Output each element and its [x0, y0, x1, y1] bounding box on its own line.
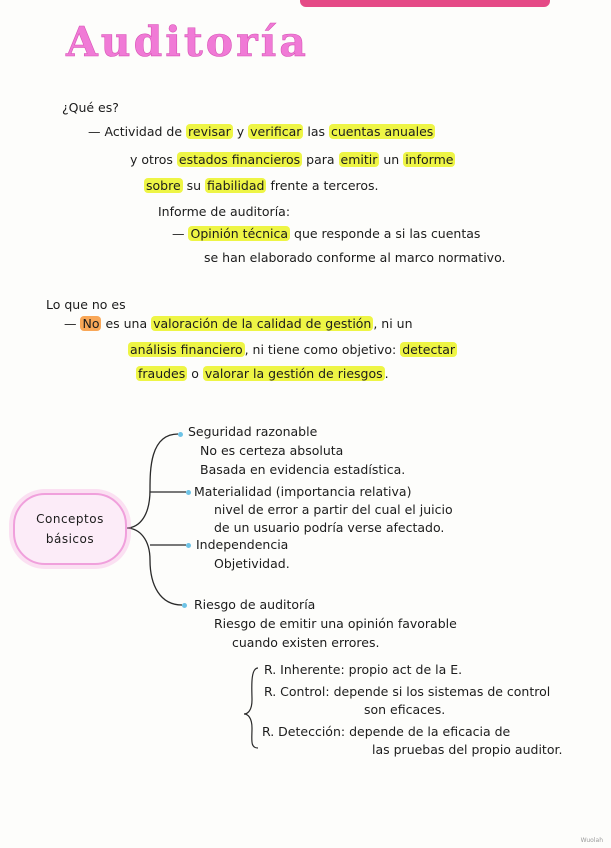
text: , ni un	[373, 316, 413, 331]
concept-2-title: Materialidad (importancia relativa)	[194, 484, 412, 499]
risk-control-line-2: son eficaces.	[364, 702, 446, 717]
highlight-orange: No	[82, 316, 100, 331]
risk-label: R. Inherente	[264, 662, 341, 677]
risk-label: R. Control:	[264, 684, 330, 699]
highlight: análisis financiero	[130, 342, 243, 357]
concept-1-title: Seguridad razonable	[188, 424, 318, 439]
bullet-dot	[186, 543, 191, 548]
dash-glyph: —	[88, 124, 105, 139]
risk-text: : propio act de la E.	[340, 662, 463, 677]
risk-brace	[244, 668, 258, 748]
bullet-dot	[178, 432, 183, 437]
text: .	[384, 366, 389, 381]
risk-inherente	[264, 662, 462, 678]
question-heading: ¿Qué es?	[62, 100, 119, 115]
text: un	[379, 152, 404, 167]
highlight: valoración de la calidad de gestión	[153, 316, 372, 331]
concept-4-line-2: cuando existen errores.	[232, 635, 380, 650]
risk-text: depende de la eficacia de	[345, 724, 511, 739]
highlight: revisar	[188, 124, 231, 139]
concept-1-line-1: No es certeza absoluta	[200, 443, 344, 458]
bubble-line-1: Conceptos	[36, 512, 104, 526]
risk-text: depende si los sistemas de control	[329, 684, 551, 699]
text: para	[302, 152, 339, 167]
concept-3-title: Independencia	[196, 537, 289, 552]
highlight: informe	[405, 152, 454, 167]
concept-1-line-2: Basada en evidencia estadística.	[200, 462, 406, 477]
watermark-logo: Wuolah	[580, 837, 603, 844]
concept-2-line-2: de un usuario podría verse afectado.	[214, 520, 445, 535]
highlight: Opinión técnica	[190, 226, 289, 241]
highlight: detectar	[402, 342, 456, 357]
dash-glyph: —	[64, 316, 81, 331]
highlight: fraudes	[138, 366, 186, 381]
risk-label: R. Detección:	[262, 724, 346, 739]
highlight: valorar la gestión de riesgos	[204, 366, 383, 381]
text: las	[303, 124, 329, 139]
concept-2-line-1: nivel de error a partir del cual el juicio	[214, 502, 453, 517]
dash-glyph: —	[172, 226, 189, 241]
risk-deteccion-line-2: las pruebas del propio auditor.	[372, 742, 563, 757]
highlight: estados financieros	[178, 152, 301, 167]
text: y otros	[130, 152, 177, 167]
informe-line-2: se han elaborado conforme al marco normativo.	[204, 250, 506, 265]
concept-4-line-1: Riesgo de emitir una opinión favorable	[214, 616, 457, 631]
highlight: verificar	[250, 124, 302, 139]
highlight: fiabilidad	[207, 178, 265, 193]
concept-4-title: Riesgo de auditoría	[194, 597, 316, 612]
connector-brace	[126, 434, 182, 605]
conceptos-basicos-bubble	[13, 493, 127, 565]
concept-3-line-1: Objetividad.	[214, 556, 290, 571]
informe-heading: Informe de auditoría:	[158, 204, 291, 219]
bullet-dot	[182, 603, 187, 608]
text: es una	[101, 316, 152, 331]
highlight: cuentas anuales	[331, 124, 434, 139]
highlight: sobre	[146, 178, 181, 193]
text: o	[187, 366, 203, 381]
not-is-heading: Lo que no es	[46, 297, 126, 312]
text: Actividad de	[104, 124, 187, 139]
risk-control	[264, 684, 550, 700]
risk-deteccion	[262, 724, 510, 740]
text: que responde a si las cuentas	[290, 226, 481, 241]
page-title: Auditoría	[66, 18, 309, 66]
highlight: emitir	[340, 152, 378, 167]
text: su	[182, 178, 206, 193]
bullet-dot	[186, 490, 191, 495]
bubble-line-2: básicos	[45, 532, 95, 546]
text: frente a terceros.	[266, 178, 379, 193]
text: , ni tiene como objetivo:	[244, 342, 401, 357]
text: y	[232, 124, 249, 139]
